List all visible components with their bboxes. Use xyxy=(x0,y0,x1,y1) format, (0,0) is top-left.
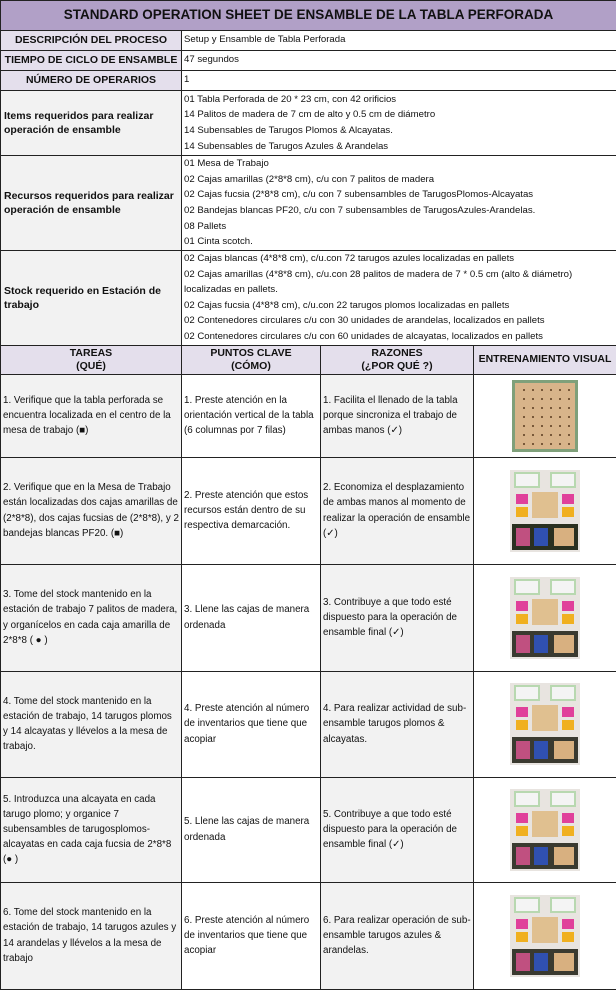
list-item: 14 Subensables de Tarugos Azules & Arandelas xyxy=(184,139,614,155)
list-item: 02 Cajas fucsia (2*8*8 cm), c/u con 7 subensambles de TarugosPlomos-Alcayatas xyxy=(184,187,614,203)
header-razones-title: RAZONES xyxy=(323,347,471,360)
list-item: 02 Contenedores circulares c/u con 60 unidades de alcayatas, localizados en pallets xyxy=(184,329,614,345)
list-item: 02 Contenedores circulares c/u con 30 unidades de arandelas, localizados en pallets xyxy=(184,313,614,329)
task-cell: 3. Tome del stock mantenido en la estación de trabajo 7 palitos de madera, y organícelos en cada caja amarilla de 2*8*8 ( ● ) xyxy=(1,564,182,671)
reason-cell: 5. Contribuye a que todo esté dispuesto para la operación de ensamble final (✓) xyxy=(321,777,474,882)
list-item: 08 Pallets xyxy=(184,219,614,235)
reason-cell: 2. Economiza el desplazamiento de ambas manos al momento de realizar la operación de ensamble (✓) xyxy=(321,457,474,564)
task-row xyxy=(1,777,616,882)
reason-cell: 6. Para realizar operación de sub-ensamble tarugos azules & arandelas. xyxy=(321,882,474,989)
list-item: 14 Subensables de Tarugos Plomos & Alcayatas. xyxy=(184,123,614,139)
list-item: 02 Cajas blancas (4*8*8 cm), c/u.con 72 tarugos azules localizadas en pallets xyxy=(184,251,614,267)
cycle-time-value: 47 segundos xyxy=(182,51,616,71)
key-point-cell: 4. Preste atención al número de inventarios que tiene que acopiar xyxy=(182,671,321,777)
task-cell: 5. Introduzca una alcayata en cada tarugo plomo; y organice 7 subensambles de tarugosplomos-alcayatas en cada caja fucsia de 2*8*8 (● ) xyxy=(1,777,182,882)
workstation-image xyxy=(510,470,580,552)
header-razones xyxy=(321,345,474,374)
header-visual: ENTRENAMIENTO VISUAL xyxy=(474,345,616,374)
reason-cell: 1. Facilita el llenado de la tabla porque sincroniza el trabajo de ambas manos (✓) xyxy=(321,374,474,457)
list-item: 02 Cajas fucsia (4*8*8 cm), c/u.con 22 tarugos plomos localizadas en pallets xyxy=(184,298,614,314)
cycle-time-label: TIEMPO DE CICLO DE ENSAMBLE xyxy=(1,51,182,71)
workstation-image xyxy=(510,789,580,871)
list-item: 14 Palitos de madera de 7 cm de alto y 0.5 cm de diámetro xyxy=(184,107,614,123)
workstation-image xyxy=(510,577,580,659)
task-row xyxy=(1,671,616,777)
header-tareas-title: TAREAS xyxy=(3,347,179,360)
key-point-cell: 3. Llene las cajas de manera ordenada xyxy=(182,564,321,671)
visual-training-cell xyxy=(474,374,616,457)
perforated-board-image xyxy=(512,380,578,452)
task-row xyxy=(1,564,616,671)
visual-training-cell xyxy=(474,882,616,989)
header-razones-sub: (¿POR QUÉ ?) xyxy=(323,360,471,373)
stock-list xyxy=(182,251,616,346)
list-item: 02 Cajas amarillas (4*8*8 cm), c/u.con 28 palitos de madera de 7 * 0.5 cm (alto & diámetro) xyxy=(184,267,614,283)
sheet-title: STANDARD OPERATION SHEET DE ENSAMBLE DE LA TABLA PERFORADA xyxy=(1,1,616,31)
reason-cell: 4. Para realizar actividad de sub-ensamble tarugos plomos & alcayatas. xyxy=(321,671,474,777)
task-cell: 6. Tome del stock mantenido en la estación de trabajo, 14 tarugos azules y 14 arandelas y llévelos a la mesa de trabajo xyxy=(1,882,182,989)
key-point-cell: 2. Preste atención que estos recursos están dentro de su respectiva demarcación. xyxy=(182,457,321,564)
process-description-value: Setup y Ensamble de Tabla Perforada xyxy=(182,31,616,51)
header-puntos xyxy=(182,345,321,374)
task-row xyxy=(1,882,616,989)
process-description-label: DESCRIPCIÓN DEL PROCESO xyxy=(1,31,182,51)
list-item: 02 Bandejas blancas PF20, c/u con 7 subensambles de TarugosAzules-Arandelas. xyxy=(184,203,614,219)
visual-training-cell xyxy=(474,457,616,564)
visual-training-cell xyxy=(474,564,616,671)
task-cell: 1. Verifique que la tabla perforada se encuentra localizada en el centro de la mesa de trabajo (■) xyxy=(1,374,182,457)
list-item: 02 Cajas amarillas (2*8*8 cm), c/u con 7 palitos de madera xyxy=(184,172,614,188)
list-item: localizadas en pallets. xyxy=(184,282,614,298)
list-item: 01 Tabla Perforada de 20 * 23 cm, con 42 orificios xyxy=(184,92,614,108)
stock-label: Stock requerido en Estación de trabajo xyxy=(1,251,182,346)
key-point-cell: 1. Preste atención en la orientación vertical de la tabla (6 columnas por 7 filas) xyxy=(182,374,321,457)
items-label: Items requeridos para realizar operación de ensamble xyxy=(1,91,182,156)
visual-training-cell xyxy=(474,777,616,882)
key-point-cell: 5. Llene las cajas de manera ordenada xyxy=(182,777,321,882)
header-tareas xyxy=(1,345,182,374)
task-cell: 2. Verifique que en la Mesa de Trabajo están localizadas dos cajas amarillas de (2*8*8), dos cajas fucsias de (2*8*8), y 2 bandejas blancas PF20. (■) xyxy=(1,457,182,564)
resources-label: Recursos requeridos para realizar operación de ensamble xyxy=(1,156,182,251)
header-tareas-sub: (QUÉ) xyxy=(3,360,179,373)
operators-value: 1 xyxy=(182,71,616,91)
header-puntos-sub: (CÓMO) xyxy=(184,360,318,373)
workstation-image xyxy=(510,683,580,765)
reason-cell: 3. Contribuye a que todo esté dispuesto para la operación de ensamble final (✓) xyxy=(321,564,474,671)
list-item: 01 Cinta scotch. xyxy=(184,234,614,250)
visual-training-cell xyxy=(474,671,616,777)
workstation-image xyxy=(510,895,580,977)
task-row xyxy=(1,374,616,457)
operators-label: NÚMERO DE OPERARIOS xyxy=(1,71,182,91)
items-list xyxy=(182,91,616,156)
list-item: 01 Mesa de Trabajo xyxy=(184,156,614,172)
key-point-cell: 6. Preste atención al número de inventarios que tiene que acopiar xyxy=(182,882,321,989)
header-puntos-title: PUNTOS CLAVE xyxy=(184,347,318,360)
resources-list xyxy=(182,156,616,251)
task-row xyxy=(1,457,616,564)
task-cell: 4. Tome del stock mantenido en la estación de trabajo, 14 tarugos plomos y 14 alcayatas y llévelos a la mesa de trabajo. xyxy=(1,671,182,777)
